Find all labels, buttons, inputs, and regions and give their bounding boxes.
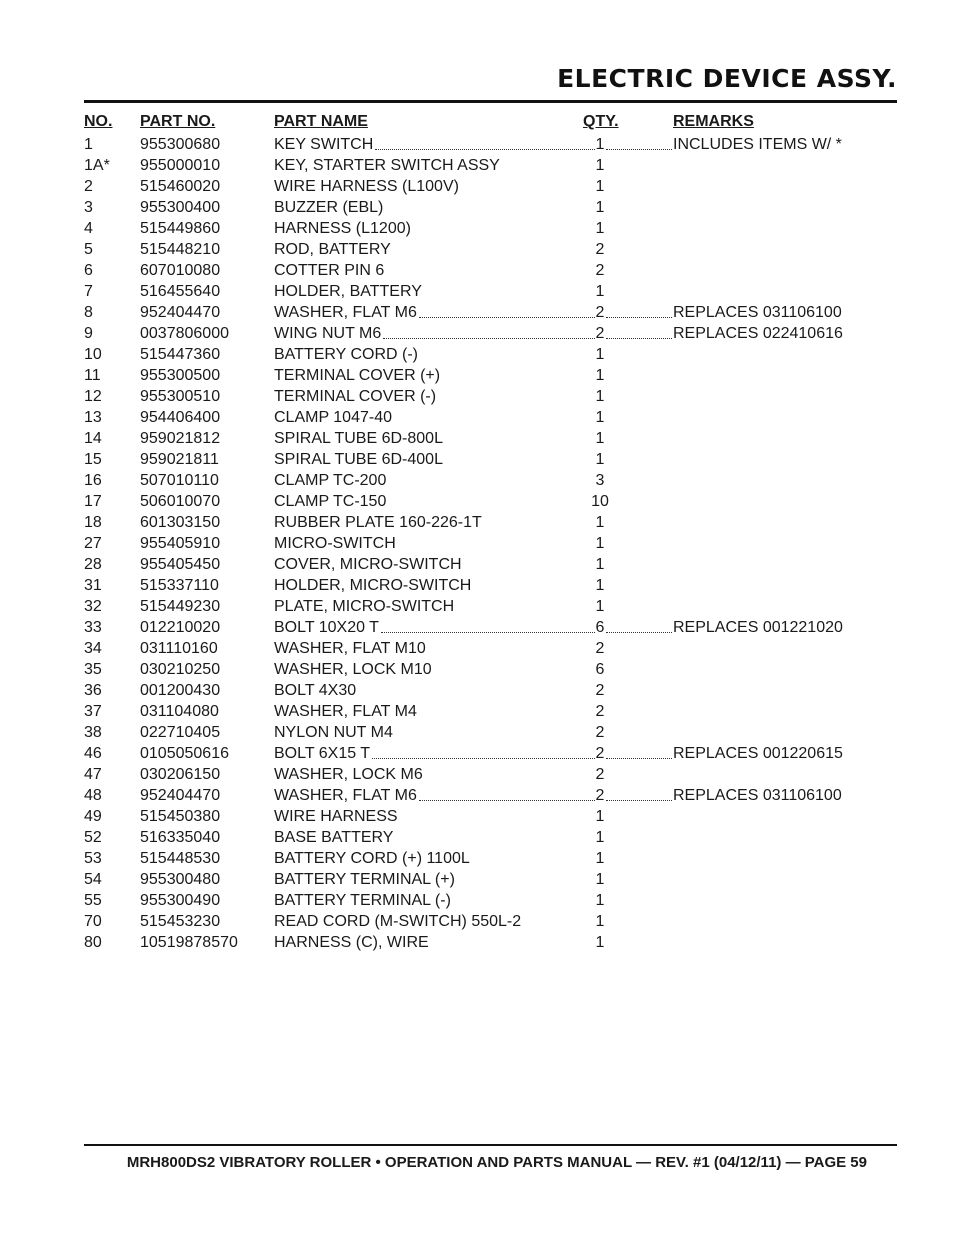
row-part-no: 601303150: [140, 514, 221, 531]
row-no: 35: [84, 661, 102, 678]
table-row: [0, 491, 954, 512]
row-part-no: 515337110: [140, 577, 219, 594]
row-qty: 2: [595, 703, 605, 720]
row-qty: 1: [595, 892, 605, 909]
title-divider: [84, 100, 897, 103]
table-row: [0, 617, 954, 638]
row-qty: 1: [595, 430, 605, 447]
row-part-name: CLAMP 1047-40: [274, 409, 392, 426]
table-row: [0, 848, 954, 869]
row-qty: 1: [595, 178, 605, 195]
row-part-name: ROD, BATTERY: [274, 241, 391, 258]
row-qty: 1: [595, 871, 605, 888]
row-qty: 2: [595, 745, 605, 762]
row-part-name: BATTERY CORD (-): [274, 346, 419, 363]
row-qty: 2: [595, 262, 605, 279]
row-part-no: 955300480: [140, 871, 221, 888]
row-part-name: BOLT 4X30: [274, 682, 357, 699]
row-part-no: 10519878570: [140, 934, 238, 951]
table-row: [0, 659, 954, 680]
row-part-name: WASHER, LOCK M10: [274, 661, 432, 678]
leader-dots: [606, 758, 673, 759]
leader-dots: [372, 758, 595, 759]
row-no: 13: [84, 409, 102, 426]
row-part-no: 955405910: [140, 535, 221, 552]
row-no: 12: [84, 388, 102, 405]
table-row: [0, 155, 954, 176]
leader-dots: [606, 317, 673, 318]
table-row: [0, 344, 954, 365]
row-part-name: CLAMP TC-200: [274, 472, 387, 489]
row-part-no: 0105050616: [140, 745, 229, 762]
table-row: [0, 512, 954, 533]
table-row: [0, 890, 954, 911]
row-no: 9: [84, 325, 93, 342]
table-row: [0, 407, 954, 428]
table-row: [0, 134, 954, 155]
row-no: 8: [84, 304, 93, 321]
table-header: [0, 113, 954, 133]
table-row: [0, 554, 954, 575]
row-qty: 6: [595, 661, 605, 678]
table-row: [0, 197, 954, 218]
row-part-name: BATTERY CORD (+) 1100L: [274, 850, 470, 867]
row-part-no: 515450380: [140, 808, 221, 825]
row-qty: 2: [595, 766, 605, 783]
row-qty: 1: [595, 808, 605, 825]
row-part-name: READ CORD (M-SWITCH) 550L-2: [274, 913, 522, 930]
row-remarks: REPLACES 031106100: [673, 787, 842, 804]
page-footer: MRH800DS2 VIBRATORY ROLLER • OPERATION AND PARTS MANUAL — REV. #1 (04/12/11) — PAGE 59: [126, 1154, 867, 1171]
row-qty: 1: [595, 577, 605, 594]
row-no: 6: [84, 262, 93, 279]
row-no: 31: [84, 577, 102, 594]
row-remarks: REPLACES 031106100: [673, 304, 842, 321]
row-part-no: 031110160: [140, 640, 218, 657]
row-qty: 1: [595, 934, 605, 951]
row-part-no: 022710405: [140, 724, 221, 741]
leader-dots: [606, 632, 673, 633]
row-qty: 1: [595, 283, 605, 300]
row-qty: 1: [595, 367, 605, 384]
table-row: [0, 827, 954, 848]
row-qty: 2: [595, 682, 605, 699]
row-part-no: 955300400: [140, 199, 221, 216]
leader-dots: [419, 317, 595, 318]
row-part-name: WASHER, FLAT M6: [274, 787, 417, 804]
table-row: [0, 302, 954, 323]
row-part-name: WASHER, FLAT M6: [274, 304, 417, 321]
row-part-no: 515449860: [140, 220, 221, 237]
row-part-no: 515460020: [140, 178, 221, 195]
row-qty: 3: [595, 472, 605, 489]
row-part-no: 515448210: [140, 241, 221, 258]
row-part-name: NYLON NUT M4: [274, 724, 393, 741]
row-qty: 2: [595, 787, 605, 804]
row-part-no: 516335040: [140, 829, 221, 846]
row-part-name: PLATE, MICRO-SWITCH: [274, 598, 455, 615]
row-part-no: 506010070: [140, 493, 221, 510]
row-part-no: 959021812: [140, 430, 221, 447]
row-part-name: HARNESS (C), WIRE: [274, 934, 429, 951]
row-no: 7: [84, 283, 93, 300]
table-row: [0, 701, 954, 722]
table-row: [0, 911, 954, 932]
header-part-no: PART NO.: [140, 113, 216, 130]
row-part-no: 954406400: [140, 409, 221, 426]
row-no: 70: [84, 913, 102, 930]
row-part-no: 952404470: [140, 787, 221, 804]
row-part-no: 955000010: [140, 157, 221, 174]
row-part-name: BASE BATTERY: [274, 829, 394, 846]
row-no: 48: [84, 787, 102, 804]
table-row: [0, 449, 954, 470]
leader-dots: [381, 632, 595, 633]
row-part-no: 515449230: [140, 598, 221, 615]
row-no: 16: [84, 472, 102, 489]
row-no: 36: [84, 682, 102, 699]
row-part-no: 030210250: [140, 661, 221, 678]
row-no: 1A*: [84, 157, 110, 174]
footer-divider: [84, 1144, 897, 1146]
row-no: 10: [84, 346, 102, 363]
leader-dots: [383, 338, 595, 339]
row-qty: 1: [595, 535, 605, 552]
row-part-name: BATTERY TERMINAL (+): [274, 871, 455, 888]
row-part-name: BUZZER (EBL): [274, 199, 384, 216]
table-row: [0, 596, 954, 617]
row-part-name: BOLT 10X20 T: [274, 619, 379, 636]
row-no: 47: [84, 766, 102, 783]
row-part-name: KEY SWITCH: [274, 136, 374, 153]
row-part-name: RUBBER PLATE 160-226-1T: [274, 514, 482, 531]
row-part-no: 001200430: [140, 682, 221, 699]
row-part-name: COVER, MICRO-SWITCH: [274, 556, 462, 573]
row-no: 80: [84, 934, 102, 951]
leader-dots: [606, 800, 673, 801]
row-part-no: 516455640: [140, 283, 221, 300]
row-part-name: CLAMP TC-150: [274, 493, 387, 510]
table-row: [0, 575, 954, 596]
row-part-name: MICRO-SWITCH: [274, 535, 396, 552]
table-row: [0, 680, 954, 701]
table-row: [0, 470, 954, 491]
row-part-name: WASHER, FLAT M10: [274, 640, 426, 657]
row-no: 32: [84, 598, 102, 615]
row-part-name: TERMINAL COVER (+): [274, 367, 441, 384]
table-row: [0, 323, 954, 344]
row-part-no: 031104080: [140, 703, 219, 720]
row-qty: 1: [595, 829, 605, 846]
table-row: [0, 722, 954, 743]
row-part-no: 959021811: [140, 451, 219, 468]
table-row: [0, 281, 954, 302]
table-row: [0, 785, 954, 806]
table-row: [0, 260, 954, 281]
row-remarks: REPLACES 022410616: [673, 325, 843, 342]
row-part-name: HOLDER, MICRO-SWITCH: [274, 577, 472, 594]
row-part-name: TERMINAL COVER (-): [274, 388, 437, 405]
row-no: 49: [84, 808, 102, 825]
row-no: 52: [84, 829, 102, 846]
row-part-no: 507010110: [140, 472, 219, 489]
row-part-no: 955300500: [140, 367, 221, 384]
table-row: [0, 533, 954, 554]
row-part-name: KEY, STARTER SWITCH ASSY: [274, 157, 500, 174]
row-part-name: COTTER PIN 6: [274, 262, 385, 279]
row-qty: 2: [595, 304, 605, 321]
row-qty: 1: [595, 157, 605, 174]
row-no: 53: [84, 850, 102, 867]
row-no: 11: [84, 367, 101, 384]
row-part-no: 955300490: [140, 892, 221, 909]
row-no: 33: [84, 619, 102, 636]
row-part-no: 515453230: [140, 913, 221, 930]
row-no: 46: [84, 745, 102, 762]
row-no: 55: [84, 892, 102, 909]
row-part-no: 0037806000: [140, 325, 229, 342]
table-row: [0, 932, 954, 953]
header-remarks: REMARKS: [673, 113, 754, 130]
row-qty: 1: [595, 346, 605, 363]
row-part-no: 955300680: [140, 136, 221, 153]
row-part-name: BOLT 6X15 T: [274, 745, 371, 762]
row-part-no: 012210020: [140, 619, 221, 636]
row-no: 4: [84, 220, 93, 237]
row-part-name: SPIRAL TUBE 6D-800L: [274, 430, 443, 447]
row-qty: 2: [595, 640, 605, 657]
row-qty: 1: [595, 598, 605, 615]
row-no: 27: [84, 535, 102, 552]
table-row: [0, 176, 954, 197]
row-no: 17: [84, 493, 102, 510]
leader-dots: [606, 338, 673, 339]
row-part-name: WIRE HARNESS (L100V): [274, 178, 459, 195]
row-part-name: WING NUT M6: [274, 325, 382, 342]
row-part-name: HOLDER, BATTERY: [274, 283, 422, 300]
row-part-no: 955300510: [140, 388, 221, 405]
row-no: 18: [84, 514, 102, 531]
row-no: 54: [84, 871, 102, 888]
row-part-name: HARNESS (L1200): [274, 220, 411, 237]
row-qty: 1: [595, 556, 605, 573]
table-row: [0, 386, 954, 407]
row-no: 2: [84, 178, 93, 195]
table-row: [0, 239, 954, 260]
row-qty: 1: [595, 850, 605, 867]
row-part-no: 515447360: [140, 346, 221, 363]
page-title: ELECTRIC DEVICE ASSY.: [557, 64, 897, 93]
table-row: [0, 638, 954, 659]
row-part-no: 030206150: [140, 766, 221, 783]
table-row: [0, 365, 954, 386]
row-part-no: 955405450: [140, 556, 221, 573]
row-no: 37: [84, 703, 102, 720]
row-qty: 6: [595, 619, 605, 636]
row-part-name: WIRE HARNESS: [274, 808, 398, 825]
row-no: 28: [84, 556, 102, 573]
row-qty: 1: [595, 220, 605, 237]
table-row: [0, 743, 954, 764]
row-qty: 1: [595, 136, 605, 153]
row-qty: 1: [595, 514, 605, 531]
row-no: 3: [84, 199, 93, 216]
table-row: [0, 764, 954, 785]
parts-table: [0, 134, 954, 953]
row-no: 14: [84, 430, 102, 447]
row-no: 34: [84, 640, 102, 657]
row-qty: 1: [595, 199, 605, 216]
row-part-name: SPIRAL TUBE 6D-400L: [274, 451, 443, 468]
row-no: 1: [84, 136, 93, 153]
row-qty: 1: [595, 388, 605, 405]
table-row: [0, 428, 954, 449]
row-qty: 2: [595, 325, 605, 342]
row-part-name: BATTERY TERMINAL (-): [274, 892, 451, 909]
row-part-name: WASHER, LOCK M6: [274, 766, 423, 783]
row-part-no: 952404470: [140, 304, 221, 321]
row-qty: 1: [595, 913, 605, 930]
leader-dots: [419, 800, 595, 801]
table-row: [0, 869, 954, 890]
row-remarks: REPLACES 001220615: [673, 745, 843, 762]
row-no: 15: [84, 451, 102, 468]
row-qty: 2: [595, 241, 605, 258]
table-row: [0, 806, 954, 827]
header-part-name: PART NAME: [274, 113, 368, 130]
row-qty: 1: [595, 451, 605, 468]
row-part-name: WASHER, FLAT M4: [274, 703, 417, 720]
leader-dots: [606, 149, 673, 150]
row-part-no: 607010080: [140, 262, 221, 279]
leader-dots: [375, 149, 595, 150]
table-row: [0, 218, 954, 239]
row-qty: 10: [591, 493, 609, 510]
row-no: 5: [84, 241, 93, 258]
header-no: NO.: [84, 113, 113, 130]
row-no: 38: [84, 724, 102, 741]
row-qty: 1: [595, 409, 605, 426]
row-part-no: 515448530: [140, 850, 221, 867]
header-qty: QTY.: [583, 113, 619, 130]
row-remarks: INCLUDES ITEMS W/ *: [673, 136, 842, 153]
row-remarks: REPLACES 001221020: [673, 619, 843, 636]
row-qty: 2: [595, 724, 605, 741]
